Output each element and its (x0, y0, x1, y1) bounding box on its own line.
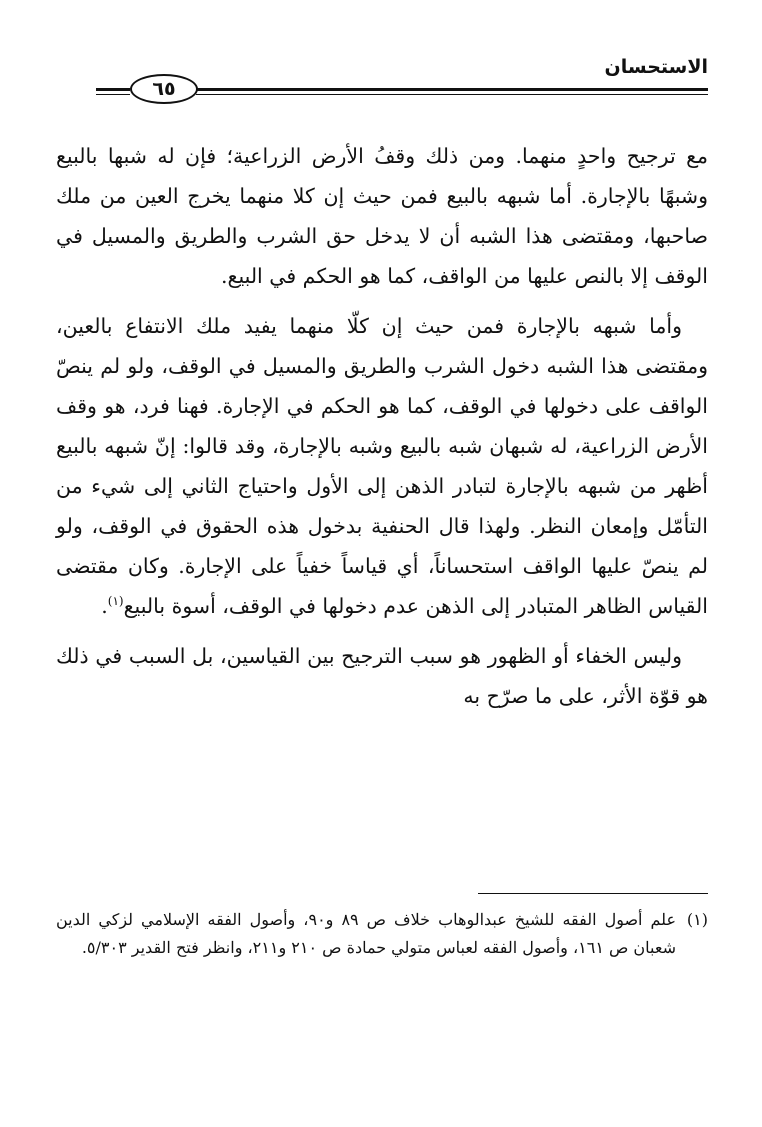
paragraph: مع ترجيح واحدٍ منهما. ومن ذلك وقفُ الأرض الزراعية؛ فإن له شبها بالبيع وشبهًا بالإجارة. أما شبهه بالبيع فمن حيث إن كلا منهما يخرج العين من ملك صاحبها، ومقتضى هذا الشبه أن لا يدخل حق الشرب والطريق والمسيل في الوقف إلا بالنص عليها من الواقف، كما هو الحكم في البيع. (56, 144, 708, 288)
paragraph: وليس الخفاء أو الظهور هو سبب الترجيح بين القياسين، بل السبب في ذلك هو قوّة الأثر، على ما صرّح به (56, 644, 708, 708)
main-text (56, 136, 708, 726)
paragraph-text: وأما شبهه بالإجارة فمن حيث إن كلّا منهما يفيد ملك الانتفاع بالعين، ومقتضى هذا الشبه دخول الشرب والطريق والمسيل في الوقف، ولو لم ينصّ الواقف على دخولها في الوقف، كما هو الحكم في الإجارة. فهنا فرد، هو وقف الأرض الزراعية، له شبهان شبه بالبيع وشبه بالإجارة، وقد قالوا: إنّ شبهه بالبيع أظهر من شبهه بالإجارة لتبادر الذهن إلى الأول واحتياج الثاني إلى شيء من التأمّل وإمعان النظر. ولهذا قال الحنفية بدخول هذه الحقوق في الوقف، ولو لم ينصّ عليها الواقف استحساناً، أي قياساً خفياً على الإجارة. وكان مقتضى القياس الظاهر المتبادر إلى الذهن عدم دخولها في الوقف، أسوة بالبيع (56, 314, 708, 618)
page-number: ٦٥ (130, 74, 198, 104)
footnote-reference: (١) (107, 594, 124, 609)
ornament-line (96, 88, 130, 91)
page-header (96, 52, 708, 102)
footnote (56, 906, 708, 962)
footnote-text: علم أصول الفقه للشيخ عبدالوهاب خلاف ص ٨٩ و٩٠، وأصول الفقه الإسلامي لزكي الدين شعبان ص ١٦١، وأصول الفقه لعباس متولي حمادة ص ٢١٠ و٢١١، وانظر فتح القدير ٥/٣٠٣. (56, 910, 677, 957)
running-title: الاستحسان (604, 56, 708, 78)
footnotes (56, 906, 708, 962)
paragraph: وأما شبهه بالإجارة فمن حيث إن كلّا منهما يفيد ملك الانتفاع بالعين، ومقتضى هذا الشبه دخول الشرب والطريق والمسيل في الوقف، ولو لم ينصّ الواقف على دخولها في الوقف، كما هو الحكم في الإجارة. فهنا فرد، هو وقف الأرض الزراعية، له شبهان شبه بالبيع وشبه بالإجارة، وقد قالوا: إنّ شبهه بالبيع أظهر من شبهه بالإجارة لتبادر الذهن إلى الأول واحتياج الثاني إلى شيء من التأمّل وإمعان النظر. ولهذا قال الحنفية بدخول هذه الحقوق في الوقف، ولو لم ينصّ عليها الواقف استحساناً، أي قياساً خفياً على الإجارة. وكان مقتضى القياس الظاهر المتبادر إلى الذهن عدم دخولها في الوقف، أسوة بالبيع$^{(١)}$. (56, 314, 708, 618)
ornament-line-thin (96, 94, 130, 95)
footnote-separator (478, 893, 708, 894)
header-rule (196, 88, 708, 91)
page-number-ornament (96, 74, 206, 104)
header-rule-thin (196, 94, 708, 95)
footnote-number: (١) (686, 910, 708, 929)
